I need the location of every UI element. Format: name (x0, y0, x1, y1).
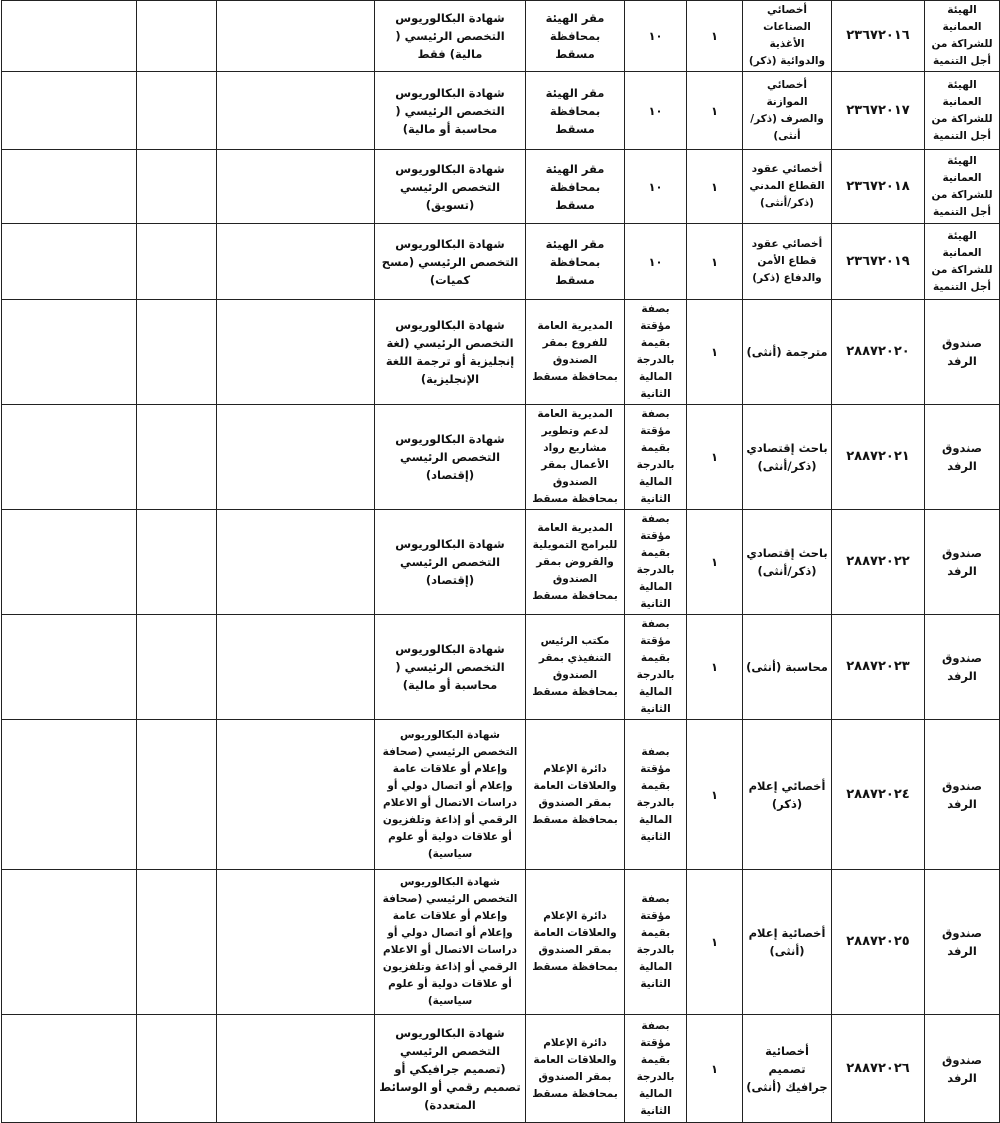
job-title-cell: أخصائي الموازنة والصرف (ذكر/أنثى) (743, 72, 832, 150)
empty-cell (217, 720, 375, 870)
table-row (2, 510, 1000, 615)
qualification-cell: شهادة البكالوريوس التخصص الرئيسي (لغة إنجليزية أو ترجمة اللغة الإنجليزية) (375, 300, 526, 405)
empty-cell (2, 510, 137, 615)
job-title-cell: أخصائية تصميم جرافيك (أنثى) (743, 1015, 832, 1123)
count-cell: ١ (687, 1, 743, 72)
location-cell: المديرية العامة لدعم وتطوير مشاريع رواد الأعمال بمقر الصندوق بمحافظة مسقط (526, 405, 625, 510)
job-title-cell: أخصائي عقود قطاع الأمن والدفاع (ذكر) (743, 224, 832, 300)
grade-cell: ١٠ (625, 150, 687, 224)
empty-cell (2, 870, 137, 1015)
empty-cell (137, 72, 217, 150)
table-row (2, 72, 1000, 150)
job-title-cell: باحث إقتصادي (ذكر/أنثى) (743, 510, 832, 615)
location-cell: مكتب الرئيس التنفيذي بمقر الصندوق بمحافظة مسقط (526, 615, 625, 720)
entity-cell: صندوق الرفد (925, 1015, 1000, 1123)
location-cell: دائرة الإعلام والعلاقات العامة بمقر الصندوق بمحافظة مسقط (526, 870, 625, 1015)
count-cell: ١ (687, 1015, 743, 1123)
empty-cell (217, 870, 375, 1015)
grade-cell: بصفة مؤقتة بقيمة بالدرجة المالية الثانية (625, 615, 687, 720)
code-cell: ٢٨٨٧٢٠٢٦ (832, 1015, 925, 1123)
count-cell: ١ (687, 150, 743, 224)
code-cell: ٢٣٦٧٢٠١٧ (832, 72, 925, 150)
location-cell: مقر الهيئة بمحافظة مسقط (526, 150, 625, 224)
entity-cell: الهيئة العمانية للشراكة من أجل التنمية (925, 1, 1000, 72)
empty-cell (2, 224, 137, 300)
job-title-cell: أخصائية إعلام (أنثى) (743, 870, 832, 1015)
location-cell: مقر الهيئة بمحافظة مسقط (526, 72, 625, 150)
count-cell: ١ (687, 615, 743, 720)
empty-cell (217, 1015, 375, 1123)
qualification-cell: شهادة البكالوريوس التخصص الرئيسي (صحافة وإعلام أو علاقات عامة وإعلام أو اتصال دولي أو دراسات الاتصال أو الاعلام الرقمي أو إذاعة وتلفزيون أو علاقات دولية أو علوم سياسية) (375, 870, 526, 1015)
grade-cell: بصفة مؤقتة بقيمة بالدرجة المالية الثانية (625, 300, 687, 405)
table-row (2, 224, 1000, 300)
table-row (2, 615, 1000, 720)
empty-cell (137, 224, 217, 300)
job-vacancies-table (1, 0, 1000, 1123)
empty-cell (137, 150, 217, 224)
count-cell: ١ (687, 720, 743, 870)
table-row (2, 1015, 1000, 1123)
entity-cell: صندوق الرفد (925, 615, 1000, 720)
empty-cell (217, 405, 375, 510)
grade-cell: ١٠ (625, 72, 687, 150)
empty-cell (217, 615, 375, 720)
count-cell: ١ (687, 300, 743, 405)
entity-cell: صندوق الرفد (925, 405, 1000, 510)
table-row (2, 150, 1000, 224)
code-cell: ٢٨٨٧٢٠٢٤ (832, 720, 925, 870)
job-title-cell: أخصائي عقود القطاع المدني (ذكر/أنثى) (743, 150, 832, 224)
qualification-cell: شهادة البكالوريوس التخصص الرئيسي (إقتصاد) (375, 405, 526, 510)
qualification-cell: شهادة البكالوريوس التخصص الرئيسي (تصميم جرافيكي أو تصميم رقمي أو الوسائط المتعددة) (375, 1015, 526, 1123)
empty-cell (217, 72, 375, 150)
empty-cell (137, 1015, 217, 1123)
qualification-cell: شهادة البكالوريوس التخصص الرئيسي (مسح كميات) (375, 224, 526, 300)
location-cell: دائرة الإعلام والعلاقات العامة بمقر الصندوق بمحافظة مسقط (526, 720, 625, 870)
code-cell: ٢٨٨٧٢٠٢٣ (832, 615, 925, 720)
empty-cell (2, 615, 137, 720)
job-title-cell: أخصائي إعلام (ذكر) (743, 720, 832, 870)
count-cell: ١ (687, 870, 743, 1015)
table-row (2, 870, 1000, 1015)
entity-cell: صندوق الرفد (925, 300, 1000, 405)
empty-cell (217, 150, 375, 224)
empty-cell (2, 300, 137, 405)
entity-cell: الهيئة العمانية للشراكة من أجل التنمية (925, 150, 1000, 224)
empty-cell (2, 150, 137, 224)
empty-cell (137, 615, 217, 720)
empty-cell (2, 720, 137, 870)
qualification-cell: شهادة البكالوريوس التخصص الرئيسي ( محاسبة أو مالية) (375, 72, 526, 150)
code-cell: ٢٣٦٧٢٠١٩ (832, 224, 925, 300)
code-cell: ٢٨٨٧٢٠٢٥ (832, 870, 925, 1015)
location-cell: دائرة الإعلام والعلاقات العامة بمقر الصندوق بمحافظة مسقط (526, 1015, 625, 1123)
qualification-cell: شهادة البكالوريوس التخصص الرئيسي ( مالية) فقط (375, 1, 526, 72)
count-cell: ١ (687, 72, 743, 150)
empty-cell (2, 72, 137, 150)
table-row (2, 1, 1000, 72)
empty-cell (137, 300, 217, 405)
table-row (2, 405, 1000, 510)
table-row (2, 720, 1000, 870)
location-cell: المديرية العامة للفروع بمقر الصندوق بمحافظة مسقط (526, 300, 625, 405)
empty-cell (217, 510, 375, 615)
grade-cell: ١٠ (625, 1, 687, 72)
location-cell: مقر الهيئة بمحافظة مسقط (526, 224, 625, 300)
empty-cell (137, 510, 217, 615)
entity-cell: الهيئة العمانية للشراكة من أجل التنمية (925, 224, 1000, 300)
job-title-cell: أخصائي الصناعات الأغذية والدوائية (ذكر) (743, 1, 832, 72)
entity-cell: الهيئة العمانية للشراكة من أجل التنمية (925, 72, 1000, 150)
empty-cell (137, 870, 217, 1015)
empty-cell (137, 405, 217, 510)
entity-cell: صندوق الرفد (925, 720, 1000, 870)
code-cell: ٢٨٨٧٢٠٢١ (832, 405, 925, 510)
grade-cell: بصفة مؤقتة بقيمة بالدرجة المالية الثانية (625, 720, 687, 870)
empty-cell (217, 224, 375, 300)
grade-cell: بصفة مؤقتة بقيمة بالدرجة المالية الثانية (625, 405, 687, 510)
qualification-cell: شهادة البكالوريوس التخصص الرئيسي (صحافة وإعلام أو علاقات عامة وإعلام أو اتصال دولي أو دراسات الاتصال أو الاعلام الرقمي أو إذاعة وتلفزيون أو علاقات دولية أو علوم سياسية) (375, 720, 526, 870)
code-cell: ٢٨٨٧٢٠٢٢ (832, 510, 925, 615)
code-cell: ٢٣٦٧٢٠١٨ (832, 150, 925, 224)
empty-cell (137, 1, 217, 72)
entity-cell: صندوق الرفد (925, 870, 1000, 1015)
empty-cell (137, 720, 217, 870)
count-cell: ١ (687, 224, 743, 300)
job-title-cell: مترجمة (أنثى) (743, 300, 832, 405)
grade-cell: ١٠ (625, 224, 687, 300)
qualification-cell: شهادة البكالوريوس التخصص الرئيسي ( محاسبة أو مالية) (375, 615, 526, 720)
empty-cell (2, 1015, 137, 1123)
grade-cell: بصفة مؤقتة بقيمة بالدرجة المالية الثانية (625, 1015, 687, 1123)
entity-cell: صندوق الرفد (925, 510, 1000, 615)
job-title-cell: باحث إقتصادي (ذكر/أنثى) (743, 405, 832, 510)
empty-cell (217, 300, 375, 405)
count-cell: ١ (687, 510, 743, 615)
empty-cell (217, 1, 375, 72)
location-cell: المديرية العامة للبرامج التمويلية والقروض بمقر الصندوق بمحافظة مسقط (526, 510, 625, 615)
count-cell: ١ (687, 405, 743, 510)
empty-cell (2, 405, 137, 510)
job-title-cell: محاسبة (أنثى) (743, 615, 832, 720)
qualification-cell: شهادة البكالوريوس التخصص الرئيسي (تسويق) (375, 150, 526, 224)
code-cell: ٢٣٦٧٢٠١٦ (832, 1, 925, 72)
table-row (2, 300, 1000, 405)
grade-cell: بصفة مؤقتة بقيمة بالدرجة المالية الثانية (625, 510, 687, 615)
grade-cell: بصفة مؤقتة بقيمة بالدرجة المالية الثانية (625, 870, 687, 1015)
qualification-cell: شهادة البكالوريوس التخصص الرئيسي (إقتصاد) (375, 510, 526, 615)
empty-cell (2, 1, 137, 72)
code-cell: ٢٨٨٧٢٠٢٠ (832, 300, 925, 405)
location-cell: مقر الهيئة بمحافظة مسقط (526, 1, 625, 72)
